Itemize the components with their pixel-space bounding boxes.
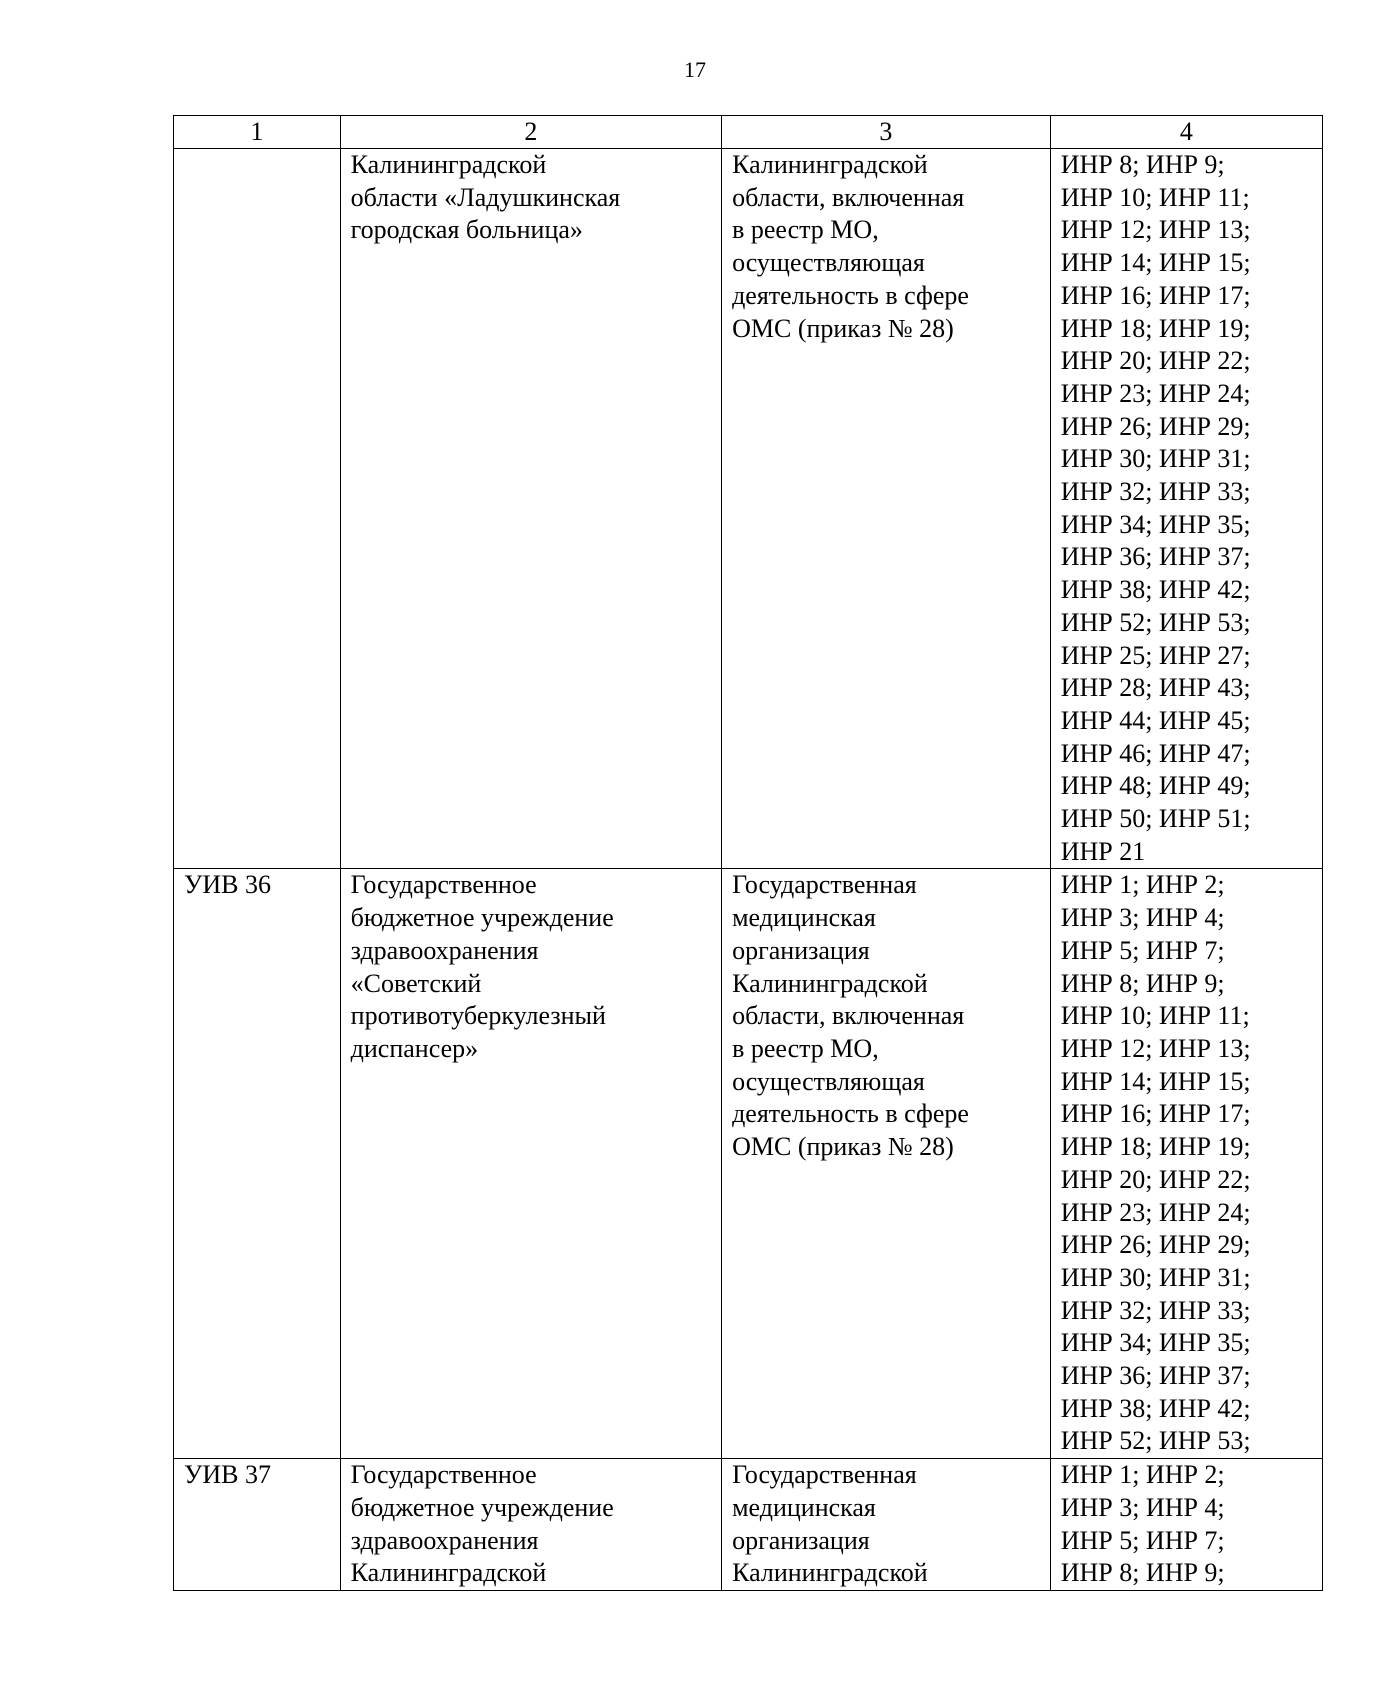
name-cell — [340, 869, 721, 1459]
cell-line: ИНР 26; ИНР 29; — [1060, 411, 1251, 441]
cell-line: ИНР 52; ИНР 53; — [1060, 1426, 1251, 1456]
cell-line: Государственное — [350, 1460, 537, 1490]
cell-line: Государственная — [732, 870, 917, 900]
cell-line: ИНР 38; ИНР 42; — [1060, 1393, 1251, 1423]
cell-line: в реестр МО, — [732, 215, 879, 245]
cell-line: ИНР 26; ИНР 29; — [1060, 1230, 1251, 1260]
cell-line: ИНР 23; ИНР 24; — [1060, 1197, 1251, 1227]
cell-line: ИНР 36; ИНР 37; — [1060, 542, 1251, 572]
cell-line: осуществляющая — [732, 1066, 925, 1096]
description-cell — [722, 1459, 1051, 1591]
cell-line: ИНР 20; ИНР 22; — [1060, 1164, 1251, 1194]
header-cell-4: 4 — [1050, 116, 1322, 149]
cell-line: Калининградской — [732, 1558, 928, 1588]
cell-line: ИНР 34; ИНР 35; — [1060, 1328, 1251, 1358]
cell-line: ИНР 5; ИНР 7; — [1060, 935, 1225, 965]
codes-cell — [1050, 869, 1322, 1459]
cell-line: ИНР 38; ИНР 42; — [1060, 575, 1251, 605]
cell-line: ИНР 3; ИНР 4; — [1060, 903, 1225, 933]
cell-line: ИНР 36; ИНР 37; — [1060, 1361, 1251, 1391]
cell-line: здравоохранения — [350, 935, 539, 965]
cell-line: ИНР 16; ИНР 17; — [1060, 280, 1251, 310]
cell-line: ИНР 3; ИНР 4; — [1060, 1492, 1225, 1522]
cell-line: бюджетное учреждение — [350, 1492, 614, 1522]
cell-line: ИНР 30; ИНР 31; — [1060, 1262, 1251, 1292]
cell-line: ОМС (приказ № 28) — [732, 1132, 954, 1162]
cell-line: Калининградской — [732, 150, 928, 179]
cell-line: Калининградской — [732, 968, 928, 998]
code-cell: УИВ 37 — [174, 1459, 341, 1591]
cell-line: диспансер» — [350, 1033, 479, 1063]
cell-line: ИНР 10; ИНР 11; — [1060, 1001, 1250, 1031]
cell-line: деятельность в сфере — [732, 1099, 969, 1129]
cell-line: осуществляющая — [732, 248, 925, 278]
cell-line: ИНР 14; ИНР 15; — [1060, 248, 1251, 278]
cell-line: ИНР 44; ИНР 45; — [1060, 705, 1251, 735]
cell-line: области «Ладушкинская — [350, 182, 621, 212]
cell-line: деятельность в сфере — [732, 280, 969, 310]
name-cell — [340, 149, 721, 869]
cell-line: ИНР 20; ИНР 22; — [1060, 346, 1251, 376]
registry-table — [173, 115, 1323, 1591]
cell-line: городская больница» — [350, 215, 583, 245]
cell-line: здравоохранения — [350, 1525, 539, 1555]
cell-line: области, включенная — [732, 1001, 965, 1031]
cell-line: в реестр МО, — [732, 1033, 879, 1063]
cell-line: ИНР 32; ИНР 33; — [1060, 1295, 1251, 1325]
cell-line: ИНР 34; ИНР 35; — [1060, 509, 1251, 539]
cell-line: ИНР 1; ИНР 2; — [1060, 870, 1225, 900]
cell-line: Государственная — [732, 1460, 917, 1490]
cell-line: ИНР 18; ИНР 19; — [1060, 1132, 1251, 1162]
table-row — [174, 1459, 1323, 1591]
cell-line: ИНР 46; ИНР 47; — [1060, 738, 1251, 768]
cell-line: ИНР 30; ИНР 31; — [1060, 444, 1251, 474]
codes-cell — [1050, 1459, 1322, 1591]
cell-line: ИНР 32; ИНР 33; — [1060, 477, 1251, 507]
cell-line: ИНР 50; ИНР 51; — [1060, 804, 1251, 834]
name-cell — [340, 1459, 721, 1591]
header-cell-3: 3 — [722, 116, 1051, 149]
table-row — [174, 869, 1323, 1459]
cell-line: ИНР 8; ИНР 9; — [1060, 968, 1225, 998]
cell-line: ИНР 28; ИНР 43; — [1060, 673, 1251, 703]
cell-line: ИНР 1; ИНР 2; — [1060, 1460, 1225, 1490]
cell-line: бюджетное учреждение — [350, 903, 614, 933]
cell-line: ИНР 5; ИНР 7; — [1060, 1525, 1225, 1555]
cell-line: ИНР 12; ИНР 13; — [1060, 1033, 1251, 1063]
cell-line: ИНР 8; ИНР 9; — [1060, 1558, 1225, 1588]
codes-cell — [1050, 149, 1322, 869]
cell-line: Государственное — [350, 870, 537, 900]
cell-line: ИНР 14; ИНР 15; — [1060, 1066, 1251, 1096]
table-header-row — [174, 116, 1323, 149]
cell-line: медицинская — [732, 1492, 876, 1522]
description-cell — [722, 869, 1051, 1459]
header-cell-2: 2 — [340, 116, 721, 149]
description-cell — [722, 149, 1051, 869]
cell-line: ИНР 21 — [1060, 836, 1146, 866]
cell-line: ИНР 52; ИНР 53; — [1060, 607, 1251, 637]
cell-line: ИНР 10; ИНР 11; — [1060, 182, 1250, 212]
table-row — [174, 149, 1323, 869]
page-number: 17 — [684, 57, 706, 82]
cell-line: ИНР 18; ИНР 19; — [1060, 313, 1251, 343]
cell-line: ОМС (приказ № 28) — [732, 313, 954, 343]
code-cell: УИВ 36 — [174, 869, 341, 1459]
code-cell — [174, 149, 341, 869]
cell-line: ИНР 16; ИНР 17; — [1060, 1099, 1251, 1129]
cell-line: области, включенная — [732, 182, 965, 212]
cell-line: организация — [732, 935, 870, 965]
cell-line: противотуберкулезный — [350, 1001, 606, 1031]
cell-line: ИНР 48; ИНР 49; — [1060, 771, 1251, 801]
cell-line: ИНР 23; ИНР 24; — [1060, 378, 1251, 408]
cell-line: ИНР 8; ИНР 9; — [1060, 150, 1225, 179]
cell-line: ИНР 25; ИНР 27; — [1060, 640, 1251, 670]
cell-line: медицинская — [732, 903, 876, 933]
cell-line: Калининградской — [350, 150, 547, 179]
cell-line: Калининградской — [350, 1558, 547, 1588]
cell-line: ИНР 12; ИНР 13; — [1060, 215, 1251, 245]
cell-line: организация — [732, 1525, 870, 1555]
header-cell-1: 1 — [174, 116, 341, 149]
cell-line: «Советский — [350, 968, 482, 998]
